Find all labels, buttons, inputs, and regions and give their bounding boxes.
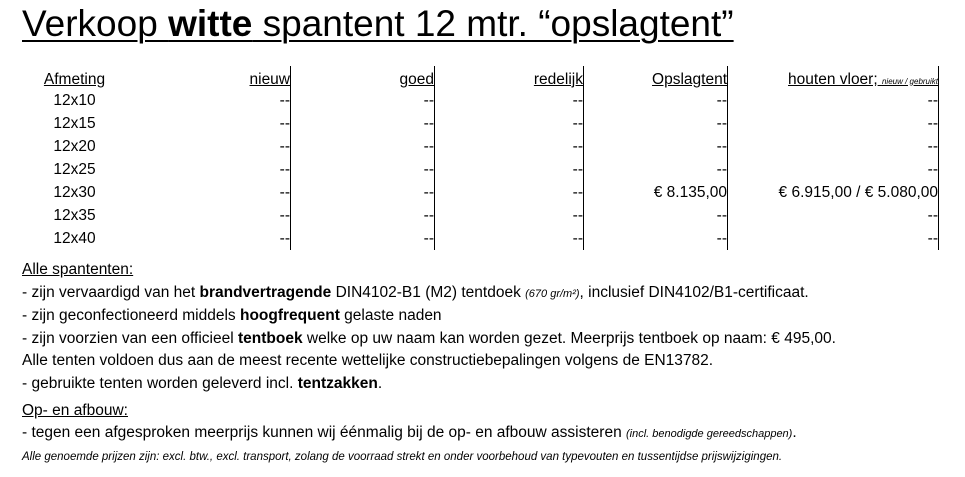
cell-storage: -- bbox=[584, 112, 728, 135]
note-text: DIN4102-B1 (M2) tentdoek bbox=[331, 283, 526, 301]
cell-floor: -- bbox=[728, 227, 939, 250]
header-floor-sublabel: nieuw / gebruikt bbox=[881, 77, 938, 86]
note-bold: tentzakken bbox=[297, 374, 378, 392]
note-line-compliance: Alle tenten voldoen dus aan de meest recente wettelijke constructiebepalingen volgens de EN13782. bbox=[22, 352, 714, 370]
cell-new: -- bbox=[127, 112, 291, 135]
note-bold: tentboek bbox=[237, 329, 303, 347]
cell-storage: -- bbox=[584, 135, 728, 158]
title-text-2: spantent 12 mtr. “opslagtent” bbox=[252, 3, 734, 44]
table-row bbox=[22, 181, 939, 204]
cell-fair: -- bbox=[435, 227, 584, 250]
cell-good: -- bbox=[291, 227, 435, 250]
note-text: - zijn voorzien van een officieel bbox=[22, 329, 238, 347]
cell-fair: -- bbox=[435, 89, 584, 112]
table-row bbox=[22, 158, 939, 181]
cell-floor: € 6.915,00 / € 5.080,00 bbox=[728, 181, 939, 204]
cell-good: -- bbox=[291, 158, 435, 181]
note-text: welke op uw naam kan worden gezet. Meerprijs tentboek op naam: € 495,00. bbox=[302, 329, 836, 347]
cell-size: 12x30 bbox=[53, 183, 96, 201]
cell-fair: -- bbox=[435, 112, 584, 135]
cell-fair: -- bbox=[435, 135, 584, 158]
cell-good: -- bbox=[291, 204, 435, 227]
table-header-row bbox=[22, 66, 939, 89]
cell-good: -- bbox=[291, 89, 435, 112]
cell-storage: € 8.135,00 bbox=[584, 181, 728, 204]
note-text: . bbox=[377, 374, 383, 392]
note-bold: brandvertragende bbox=[199, 283, 332, 301]
assembly-heading: Op- en afbouw: bbox=[22, 401, 128, 419]
note-text: - zijn geconfectioneerd middels bbox=[22, 307, 240, 325]
cell-size: 12x10 bbox=[53, 91, 96, 109]
cell-new: -- bbox=[127, 158, 291, 181]
price-table bbox=[22, 66, 939, 250]
cell-size: 12x25 bbox=[53, 160, 96, 178]
note-line-tentbook bbox=[22, 328, 952, 351]
cell-floor: -- bbox=[728, 158, 939, 181]
cell-size: 12x35 bbox=[53, 206, 96, 224]
cell-storage: -- bbox=[584, 158, 728, 181]
cell-new: -- bbox=[127, 181, 291, 204]
cell-size: 12x15 bbox=[53, 114, 96, 132]
assembly-line bbox=[22, 422, 952, 446]
cell-fair: -- bbox=[435, 158, 584, 181]
cell-floor: -- bbox=[728, 204, 939, 227]
cell-new: -- bbox=[127, 89, 291, 112]
header-good: goed bbox=[291, 66, 435, 89]
cell-fair: -- bbox=[435, 181, 584, 204]
header-floor bbox=[728, 66, 939, 89]
cell-size: 12x20 bbox=[53, 137, 96, 155]
header-fair: redelijk bbox=[435, 66, 584, 89]
header-floor-label: houten vloer; bbox=[788, 71, 878, 88]
cell-storage: -- bbox=[584, 89, 728, 112]
note-bold: hoogfrequent bbox=[239, 307, 340, 325]
table-row bbox=[22, 112, 939, 135]
header-new: nieuw bbox=[127, 66, 291, 89]
cell-new: -- bbox=[127, 135, 291, 158]
footer-disclaimer: Alle genoemde prijzen zijn: excl. btw., excl. transport, zolang de voorraad strekt en onder voorbehoud van typevouten en tussentijdse prijswijzigingen. bbox=[22, 450, 783, 463]
note-line-hf-welded bbox=[22, 305, 952, 328]
cell-fair: -- bbox=[435, 204, 584, 227]
note-text: - tegen een afgesproken meerprijs kunnen wij éénmalig bij de op- en afbouw assisteren bbox=[22, 424, 626, 442]
header-size: Afmeting bbox=[43, 71, 106, 88]
cell-new: -- bbox=[127, 227, 291, 250]
cell-good: -- bbox=[291, 112, 435, 135]
cell-good: -- bbox=[291, 135, 435, 158]
cell-good: -- bbox=[291, 181, 435, 204]
note-line-fire-retardant bbox=[22, 282, 952, 306]
note-text: - zijn vervaardigd van het bbox=[22, 283, 200, 301]
note-small: (670 gr/m²) bbox=[525, 287, 580, 300]
table-row bbox=[22, 204, 939, 227]
note-text: - gebruikte tenten worden geleverd incl. bbox=[22, 374, 298, 392]
table-row bbox=[22, 89, 939, 112]
note-text: . bbox=[792, 424, 797, 442]
table-row bbox=[22, 135, 939, 158]
note-text: , inclusief DIN4102/B1-certificaat. bbox=[579, 283, 809, 301]
cell-floor: -- bbox=[728, 135, 939, 158]
cell-new: -- bbox=[127, 204, 291, 227]
notes-section bbox=[22, 259, 952, 468]
page-title bbox=[22, 2, 734, 46]
cell-floor: -- bbox=[728, 112, 939, 135]
cell-floor: -- bbox=[728, 89, 939, 112]
note-line-tent-bags bbox=[22, 373, 952, 396]
title-bold-text: witte bbox=[168, 3, 253, 44]
cell-storage: -- bbox=[584, 227, 728, 250]
title-text-1: Verkoop bbox=[22, 3, 169, 44]
header-storage: Opslagtent bbox=[584, 66, 728, 89]
note-small: (incl. benodigde gereedschappen) bbox=[626, 428, 793, 441]
note-text: gelaste naden bbox=[339, 307, 442, 325]
table-row bbox=[22, 227, 939, 250]
cell-storage: -- bbox=[584, 204, 728, 227]
cell-size: 12x40 bbox=[53, 229, 96, 247]
table-body bbox=[22, 89, 939, 250]
notes-heading: Alle spantenten: bbox=[22, 261, 134, 278]
